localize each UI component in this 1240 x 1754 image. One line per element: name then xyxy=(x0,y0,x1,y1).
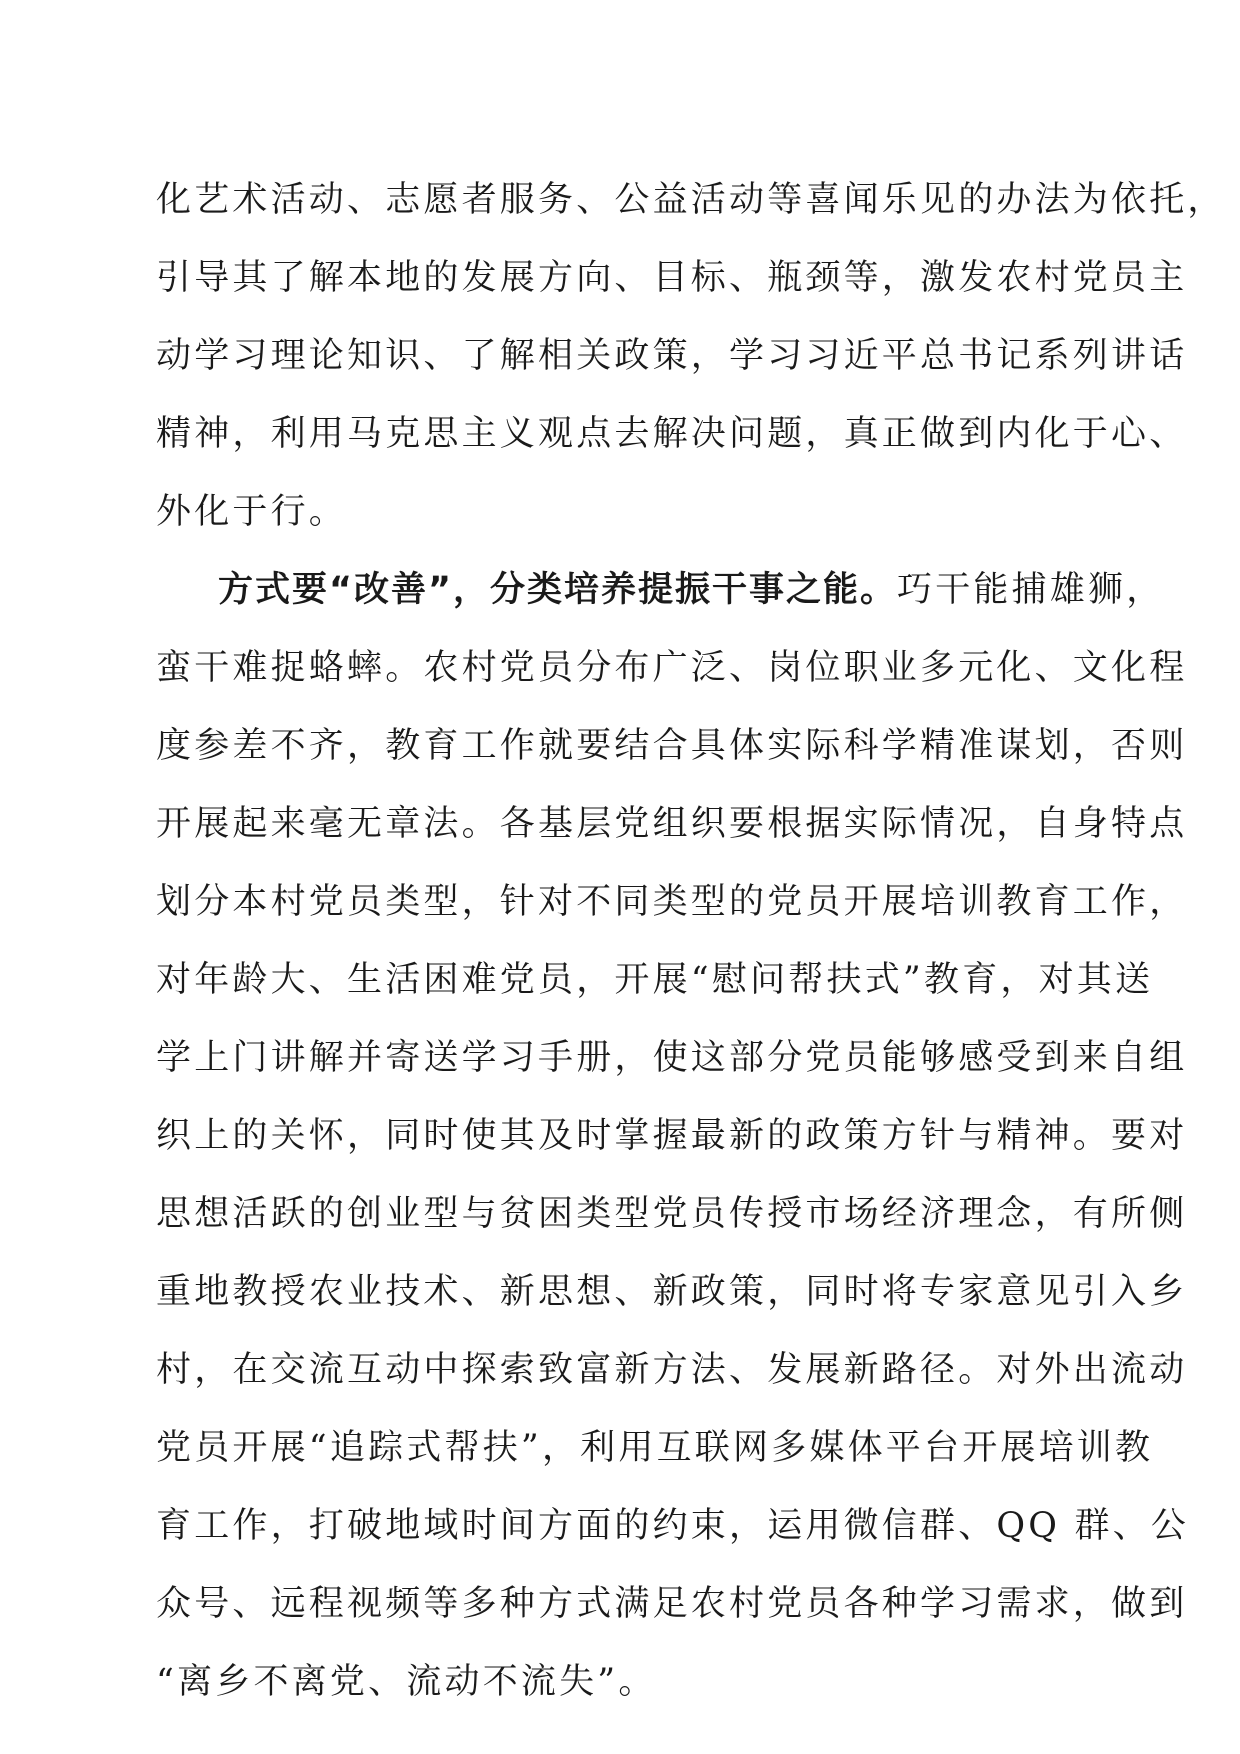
text-line: 动学习理论知识、了解相关政策，学习习近平总书记系列讲话 xyxy=(156,336,1188,376)
paragraph-text: 巧干能捕雄狮， xyxy=(897,570,1165,610)
text-line: 重地教授农业技术、新思想、新政策，同时将专家意见引入乡 xyxy=(156,1272,1188,1312)
text-line: 思想活跃的创业型与贫困类型党员传授市场经济理念，有所侧 xyxy=(156,1194,1188,1234)
text-line: 蛮干难捉蛒蟀。农村党员分布广泛、岗位职业多元化、文化程 xyxy=(156,648,1188,688)
text-line: 党员开展“追踪式帮扶”，利用互联网多媒体平台开展培训教 xyxy=(156,1428,1154,1468)
text-line: 外化于行。 xyxy=(156,492,348,532)
paragraph-first-line xyxy=(218,554,1165,626)
text-line: 学上门讲解并寄送学习手册，使这部分党员能够感受到来自组 xyxy=(156,1038,1188,1078)
text-line: 村，在交流互动中探索致富新方法、发展新路径。对外出流动 xyxy=(156,1350,1188,1390)
paragraph-heading: 方式要“改善”，分类培养提振干事之能。 xyxy=(218,570,898,610)
text-line: 度参差不齐，教育工作就要结合具体实际科学精准谋划，否则 xyxy=(156,726,1188,766)
text-line: 对年龄大、生活困难党员，开展“慰问帮扶式”教育，对其送 xyxy=(156,960,1154,1000)
text-line: 化艺术活动、志愿者服务、公益活动等喜闻乐见的办法为依托， xyxy=(156,180,1226,220)
text-line: “离乡不离党、流动不流失”。 xyxy=(156,1662,657,1702)
text-line: 引导其了解本地的发展方向、目标、瓶颈等，激发农村党员主 xyxy=(156,258,1188,298)
text-line: 精神，利用马克思主义观点去解决问题，真正做到内化于心、 xyxy=(156,414,1188,454)
text-line: 织上的关怀，同时使其及时掌握最新的政策方针与精神。要对 xyxy=(156,1116,1188,1156)
text-line: 开展起来毫无章法。各基层党组织要根据实际情况，自身特点 xyxy=(156,804,1188,844)
text-line: 众号、远程视频等多种方式满足农村党员各种学习需求，做到 xyxy=(156,1584,1188,1624)
text-line: 育工作，打破地域时间方面的约束，运用微信群、QQ 群、公 xyxy=(156,1506,1190,1546)
text-line: 划分本村党员类型，针对不同类型的党员开展培训教育工作， xyxy=(156,882,1188,922)
